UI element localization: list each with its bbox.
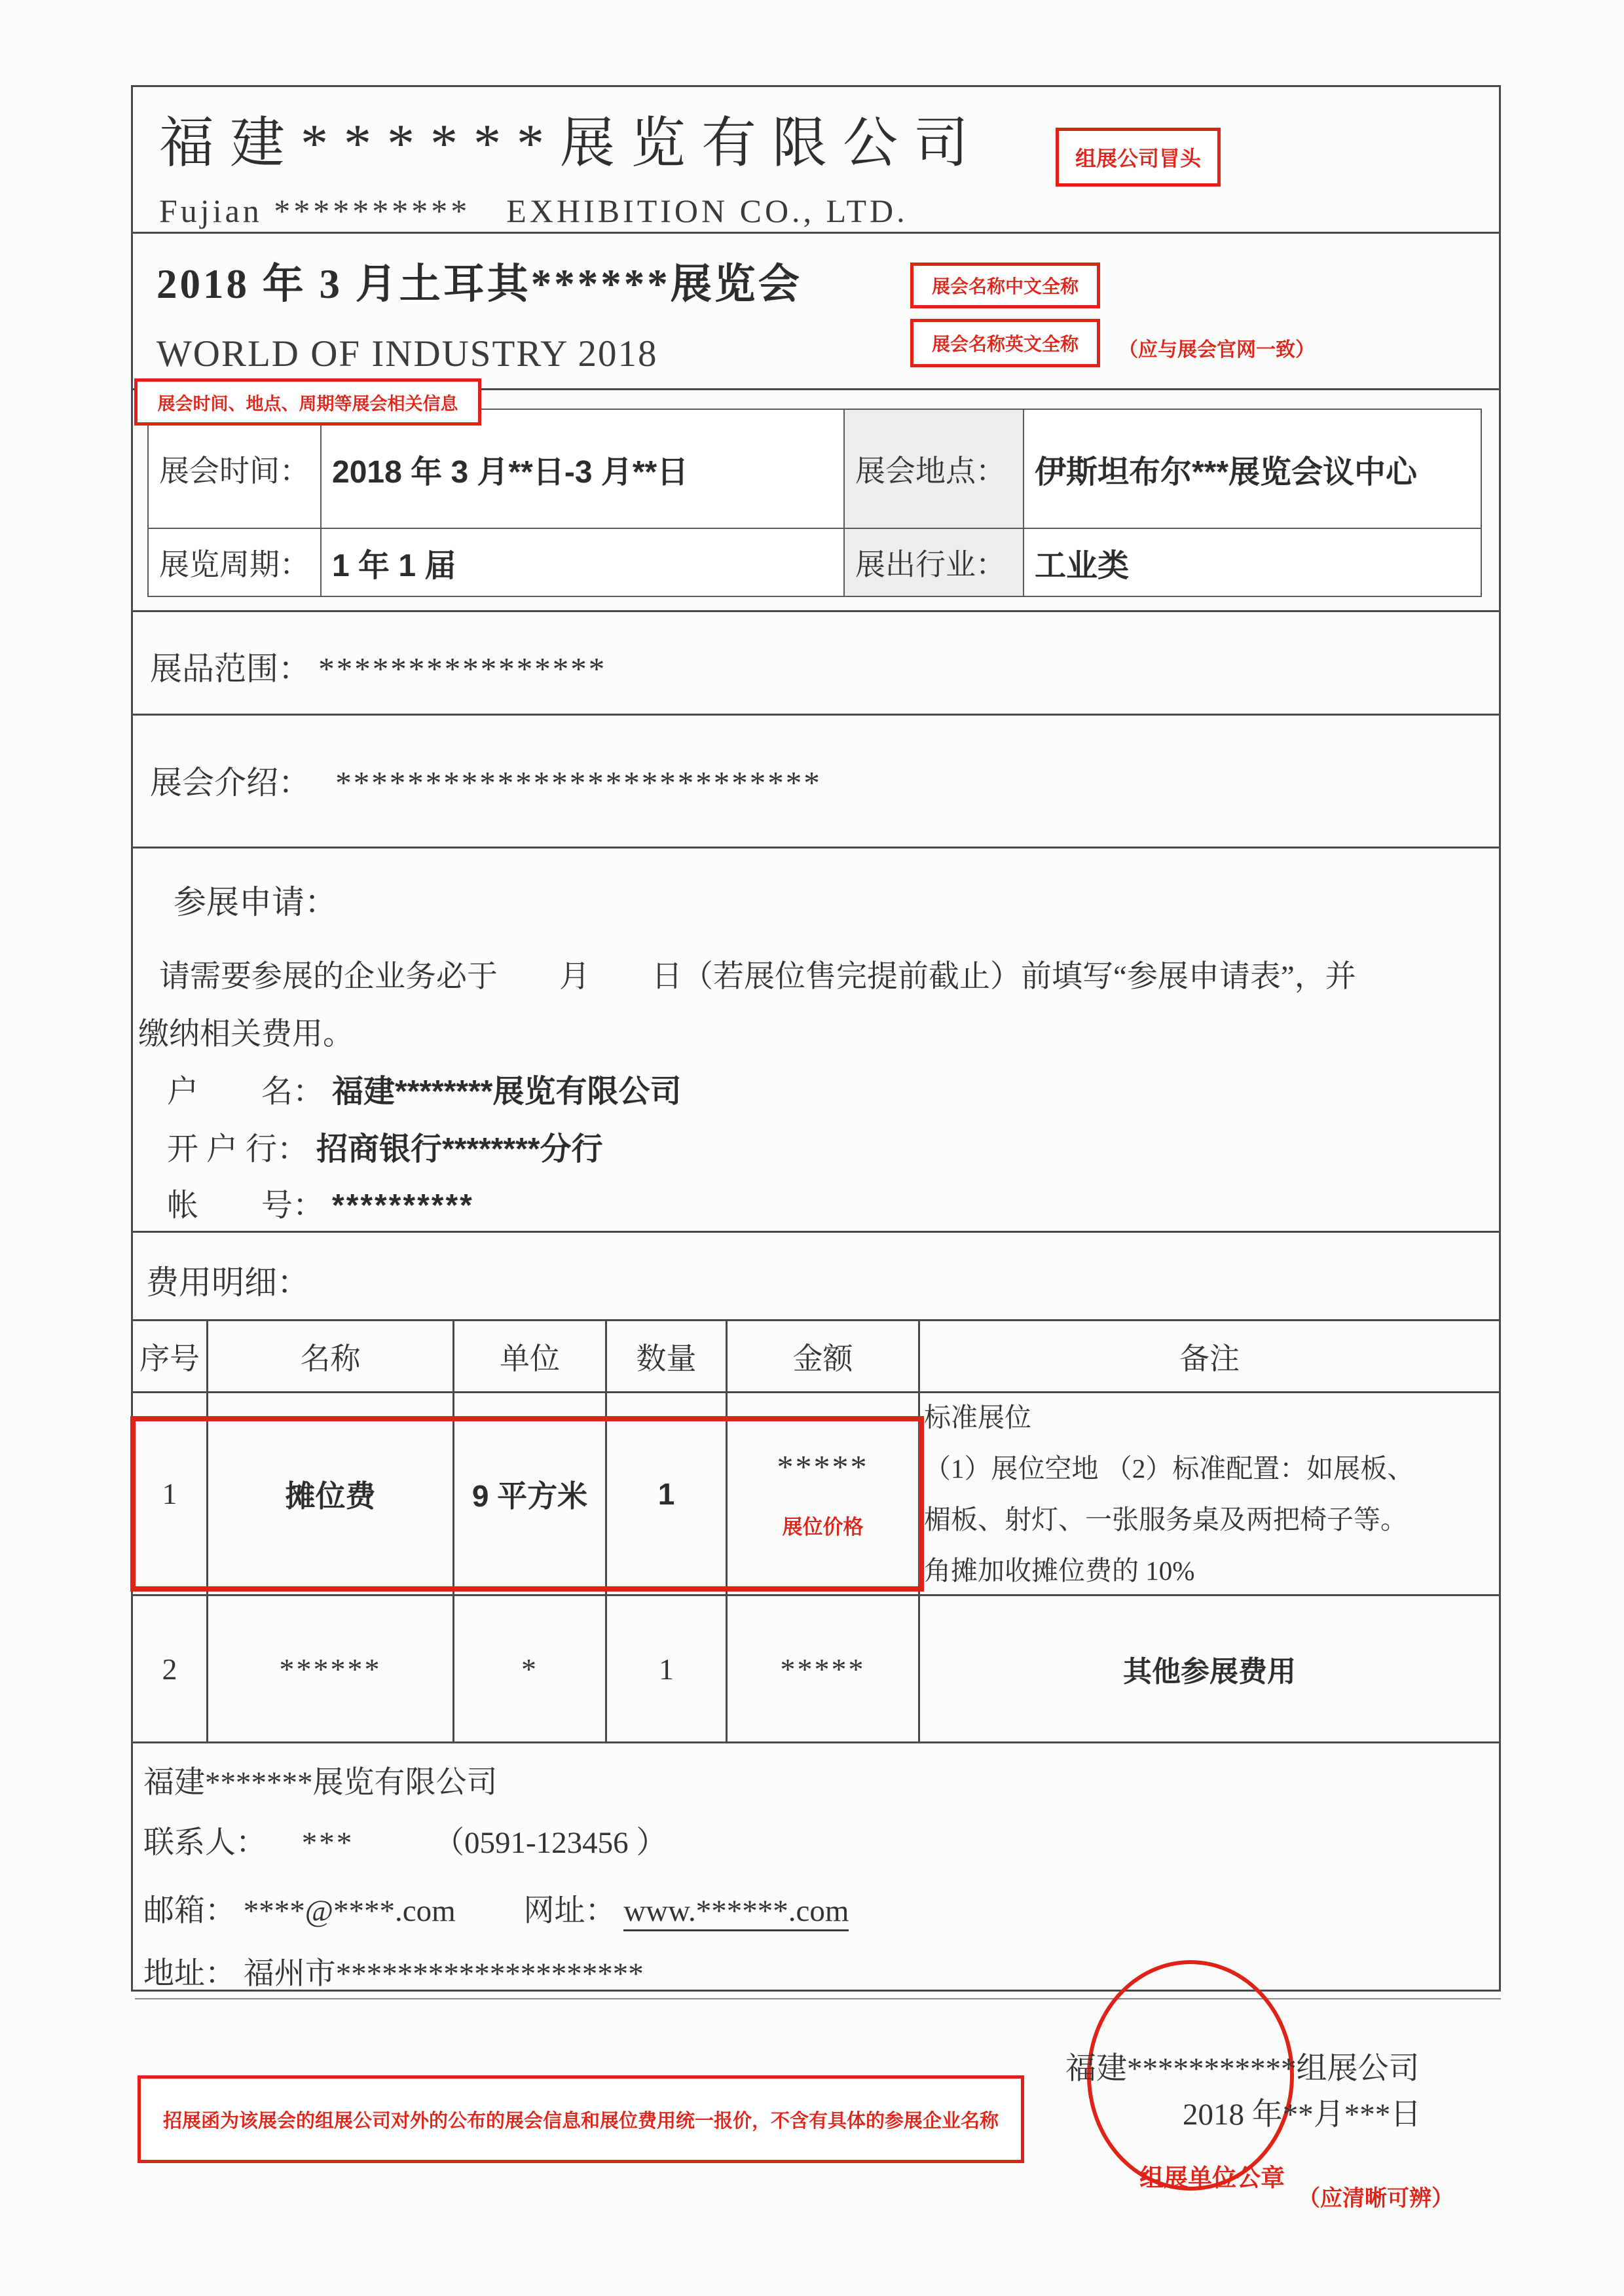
fee1-qty: 1 bbox=[657, 1476, 675, 1511]
label-exhibition-cycle: 展览周期： bbox=[149, 529, 322, 596]
fee-row-2 bbox=[133, 1596, 1499, 1741]
intro-section bbox=[133, 716, 1499, 848]
fee-header-no: 序号 bbox=[133, 1321, 208, 1391]
contact-person-label: 联系人： bbox=[143, 1826, 267, 1860]
org-header-annotation-box: 组展公司冒头 bbox=[1056, 128, 1221, 187]
fee1-name: 摊位费 bbox=[285, 1478, 376, 1513]
fee-header-qty: 数量 bbox=[607, 1321, 728, 1391]
contact-web-label: 网址： bbox=[523, 1894, 616, 1928]
signer-date: 2018 年**月***日 bbox=[1183, 2098, 1422, 2132]
info-annotation-box: 展会时间、地点、周期等展会相关信息 bbox=[134, 378, 481, 426]
label-exhibition-venue: 展会地点： bbox=[845, 410, 1024, 529]
bank-value: 招商银行********分行 bbox=[316, 1132, 603, 1167]
contact-email-value: ****@****.com bbox=[243, 1894, 456, 1928]
fee1-unit: 9 平方米 bbox=[471, 1478, 588, 1513]
fee2-qty: 1 bbox=[607, 1596, 728, 1741]
info-table bbox=[147, 409, 1482, 597]
fee2-remark: 其他参展费用 bbox=[1123, 1656, 1296, 1688]
contact-person-value: *** bbox=[301, 1826, 354, 1860]
stamp-annotation-note: （应清晰可辨） bbox=[1298, 2186, 1454, 2211]
intro-value: *************************** bbox=[335, 765, 822, 801]
header-section bbox=[133, 87, 1499, 234]
apply-heading: 参展申请： bbox=[174, 884, 337, 920]
fee2-no: 2 bbox=[133, 1596, 208, 1741]
company-name-en: Fujian ********** EXHIBITION CO., LTD. bbox=[159, 192, 908, 229]
intro-label: 展会介绍： bbox=[150, 765, 311, 801]
fees-heading-section bbox=[133, 1233, 1499, 1321]
exhibition-title-cn: 2018 年 3 月土耳其******展览会 bbox=[157, 261, 802, 307]
signer-company: 福建***********组展公司 bbox=[1065, 2052, 1420, 2086]
fee1-no: 1 bbox=[133, 1393, 208, 1594]
account-no-label: 帐 号： bbox=[167, 1188, 325, 1223]
value-exhibition-venue: 伊斯坦布尔***展览会议中心 bbox=[1035, 454, 1418, 490]
contact-web-value: www.******.com bbox=[623, 1894, 849, 1931]
title-cn-annotation-box: 展会名称中文全称 bbox=[910, 263, 1100, 308]
footer-note-box: 招展函为该展会的组展公司对外的公布的展会信息和展位费用统一报价，不含有具体的参展企业名称 bbox=[138, 2075, 1024, 2163]
fee1-remark-line3: 楣板、射灯、一张服务桌及两把椅子等。 bbox=[924, 1504, 1407, 1535]
contact-address-label: 地址： bbox=[143, 1957, 236, 1991]
scope-section bbox=[133, 612, 1499, 716]
info-section bbox=[133, 390, 1499, 612]
contact-section bbox=[133, 1743, 1499, 1990]
fee1-remark-line1: 标准展位 bbox=[924, 1402, 1031, 1432]
fee-header-unit: 单位 bbox=[454, 1321, 607, 1391]
company-name-cn: 福建******展览有限公司 bbox=[159, 113, 985, 174]
value-exhibition-time: 2018 年 3 月**日-3 月**日 bbox=[332, 454, 689, 490]
contact-email-label: 邮箱： bbox=[143, 1894, 236, 1928]
fee2-name: ****** bbox=[279, 1652, 382, 1686]
fee2-amount: ***** bbox=[780, 1652, 866, 1686]
fee1-amount: ***** bbox=[777, 1448, 869, 1485]
title-section bbox=[133, 234, 1499, 390]
account-no-value: ********** bbox=[332, 1188, 474, 1223]
title-en-annotation-note: （应与展会官网一致） bbox=[1118, 339, 1315, 361]
stamp-annotation-label: 组展单位公章 bbox=[1139, 2164, 1285, 2191]
apply-paragraph-line1: 请需要参展的企业务必于 月 日（若展位售完提前截止）前填写“参展申请表”，并 bbox=[159, 960, 1356, 994]
fee-header-remark: 备注 bbox=[1179, 1341, 1240, 1376]
contact-phone: （0591-123456 ） bbox=[434, 1826, 667, 1860]
contact-address-value: 福州市******************** bbox=[243, 1957, 644, 1991]
account-name-label: 户 名： bbox=[167, 1074, 325, 1109]
value-exhibition-cycle: 1 年 1 届 bbox=[332, 548, 456, 583]
scan-double-line bbox=[135, 1998, 1501, 1999]
exhibition-title-en: WORLD OF INDUSTRY 2018 bbox=[157, 333, 658, 374]
apply-section bbox=[133, 848, 1499, 1233]
scope-label: 展品范围： bbox=[150, 651, 311, 687]
label-industry: 展出行业： bbox=[845, 529, 1024, 596]
fee1-remark-line2: （1）展位空地 （2）标准配置：如展板、 bbox=[924, 1453, 1414, 1484]
fee1-remark-line4: 角摊加收摊位费的 10% bbox=[924, 1555, 1195, 1586]
scope-value: **************** bbox=[318, 651, 607, 687]
booth-price-annotation: 展位价格 bbox=[782, 1516, 864, 1539]
document-frame bbox=[131, 85, 1501, 1992]
fees-heading: 费用明细： bbox=[146, 1264, 310, 1301]
fee-header-row bbox=[133, 1321, 1499, 1393]
bank-label: 开 户 行： bbox=[167, 1132, 309, 1167]
fee2-unit: * bbox=[521, 1652, 538, 1686]
value-industry: 工业类 bbox=[1035, 548, 1130, 583]
label-exhibition-time: 展会时间： bbox=[149, 410, 322, 529]
fee-table-section bbox=[133, 1321, 1499, 1743]
fee-header-amount: 金额 bbox=[728, 1321, 920, 1391]
contact-company: 福建*******展览有限公司 bbox=[143, 1766, 498, 1800]
fee-header-name: 名称 bbox=[208, 1321, 454, 1391]
fee-row1-highlight-box bbox=[130, 1416, 924, 1592]
account-name-value: 福建********展览有限公司 bbox=[332, 1074, 682, 1109]
apply-paragraph-line2: 缴纳相关费用。 bbox=[138, 1017, 354, 1051]
title-en-annotation-box: 展会名称英文全称 bbox=[910, 319, 1100, 367]
